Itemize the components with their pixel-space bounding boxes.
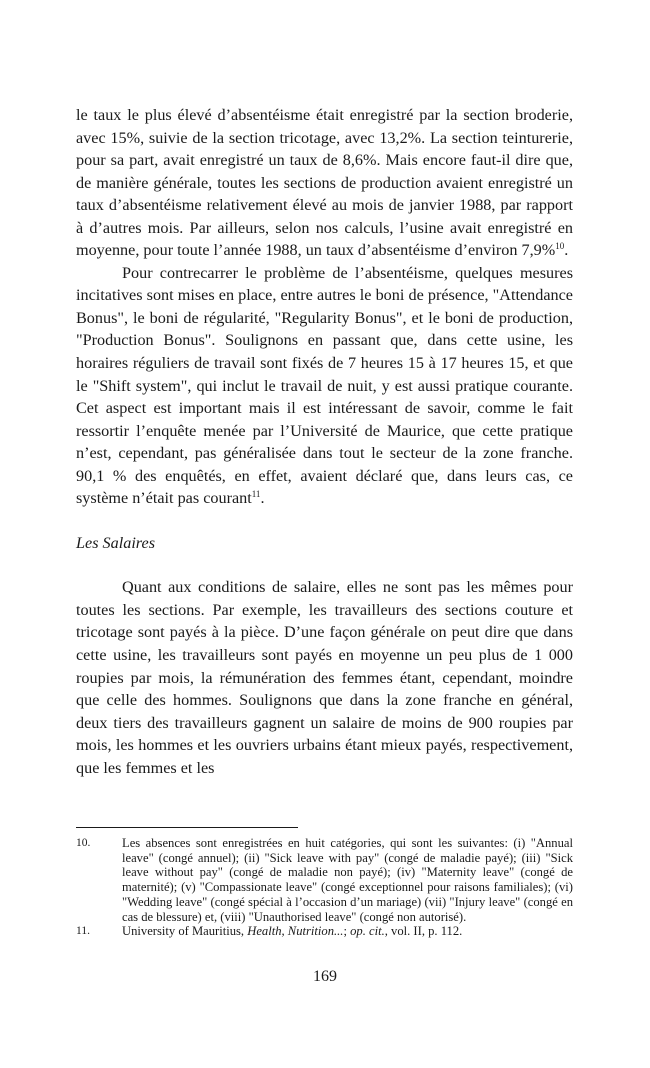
footnote-separator-rule bbox=[76, 827, 298, 828]
footnote-number: 10. bbox=[76, 837, 91, 849]
footnote-op-cit: op. cit. bbox=[350, 924, 385, 939]
footnote-text: ; bbox=[343, 924, 351, 939]
page-number: 169 bbox=[313, 968, 337, 985]
body-text bbox=[76, 104, 573, 779]
paragraph-incentives bbox=[76, 262, 573, 510]
footnote-text: University of Mauritius, bbox=[122, 924, 248, 939]
paragraph-end-punct: . bbox=[260, 489, 265, 508]
paragraph-salaries: Quant aux conditions de salaire, elles ne sont pas les mêmes pour toutes les sections. Par exemple, les travailleurs des sections couture et tricotage sont payés à la pièce. D’une façon générale on peut dire que dans cette usine, les travailleurs sont payés en moyenne un peu plus de 1 000 roupies par mois, la rémunération des femmes étant, cependant, moindre que celle des hommes. Soulignons que dans la zone franche en général, deux tiers des travailleurs gagnent un salaire de moins de 900 roupies par mois, les hommes et les ouvriers urbains étant mieux payés, respectivement, que les femmes et les bbox=[76, 578, 573, 777]
footnote-11 bbox=[76, 924, 573, 939]
footnote-cited-title: Health, Nutrition... bbox=[247, 924, 344, 939]
paragraph-text: le taux le plus élevé d’absentéisme était enregistré par la section broderie, avec 15%, suivie de la section tricotage, avec 13,2%. La section teinturerie, pour sa part, avait enregistré un taux de 8,6%. Mais encore faut-il dire que, de manière générale, toutes les sections de production avaient enregistré un taux d’absentéisme relativement élevé au mois de janvier 1988, par rapport à d’autres mois. Par ailleurs, selon nos calculs, l’usine avait enregistré en moyenne, pour toute l’année 1988, un taux d’absentéisme d’environ 7,9% bbox=[76, 106, 573, 260]
footnote-ref-11[interactable]: 11 bbox=[251, 489, 261, 500]
paragraph-text: Pour contrecarrer le problème de l’absentéisme, quelques mesures incitatives sont mises en place, entre autres le boni de présence, "Attendance Bonus", le boni de régularité, "Regularity Bonus", et le boni de production, "Production Bonus". Soulignons en passant que, dans cette usine, les horaires réguliers de travail sont fixés de 7 heures 15 à 17 heures 15, et que le "Shift system", qui inclut le travail de nuit, y est aussi pratique courante. Cet aspect est important mais il est intéressant de savoir, comme le fait ressortir l’enquête menée par l’Université de Maurice, que cette pratique n’est, cependant, pas généralisée dans tout le secteur de la zone franche. 90,1 % des enquêtés, en effet, avaient déclaré que, dans leurs cas, ce système n’était pas courant bbox=[76, 263, 573, 508]
footnotes bbox=[76, 836, 573, 939]
footnote-ref-10[interactable]: 10 bbox=[555, 241, 565, 252]
paragraph-absenteeism-rates bbox=[76, 104, 573, 262]
paragraph-end-punct: . bbox=[564, 241, 569, 260]
footnote-text: , vol. II, p. 112. bbox=[384, 924, 463, 939]
footnote-number: 11. bbox=[76, 925, 90, 938]
section-heading-salaires: Les Salaires bbox=[76, 533, 155, 552]
footnote-10 bbox=[76, 836, 573, 924]
footnote-text: Les absences sont enregistrées en huit catégories, qui sont les suivantes: (i) "Annual leave" (congé annuel); (ii) "Sick leave with pay" (congé de maladie payé); (iii) "Sick leave without pay" (congé de maladie non payé); (iv) "Maternity leave" (congé de maternité); (v) "Compassionate leave" (congé exceptionnel pour raisons familiales); (vi) "Wedding leave" (congé spécial à l’occasion d’un mariage) (vii) "Injury leave" (congé en cas de blessure) et, (viii) "Unauthorised leave" (congé non autorisé). bbox=[122, 836, 573, 924]
